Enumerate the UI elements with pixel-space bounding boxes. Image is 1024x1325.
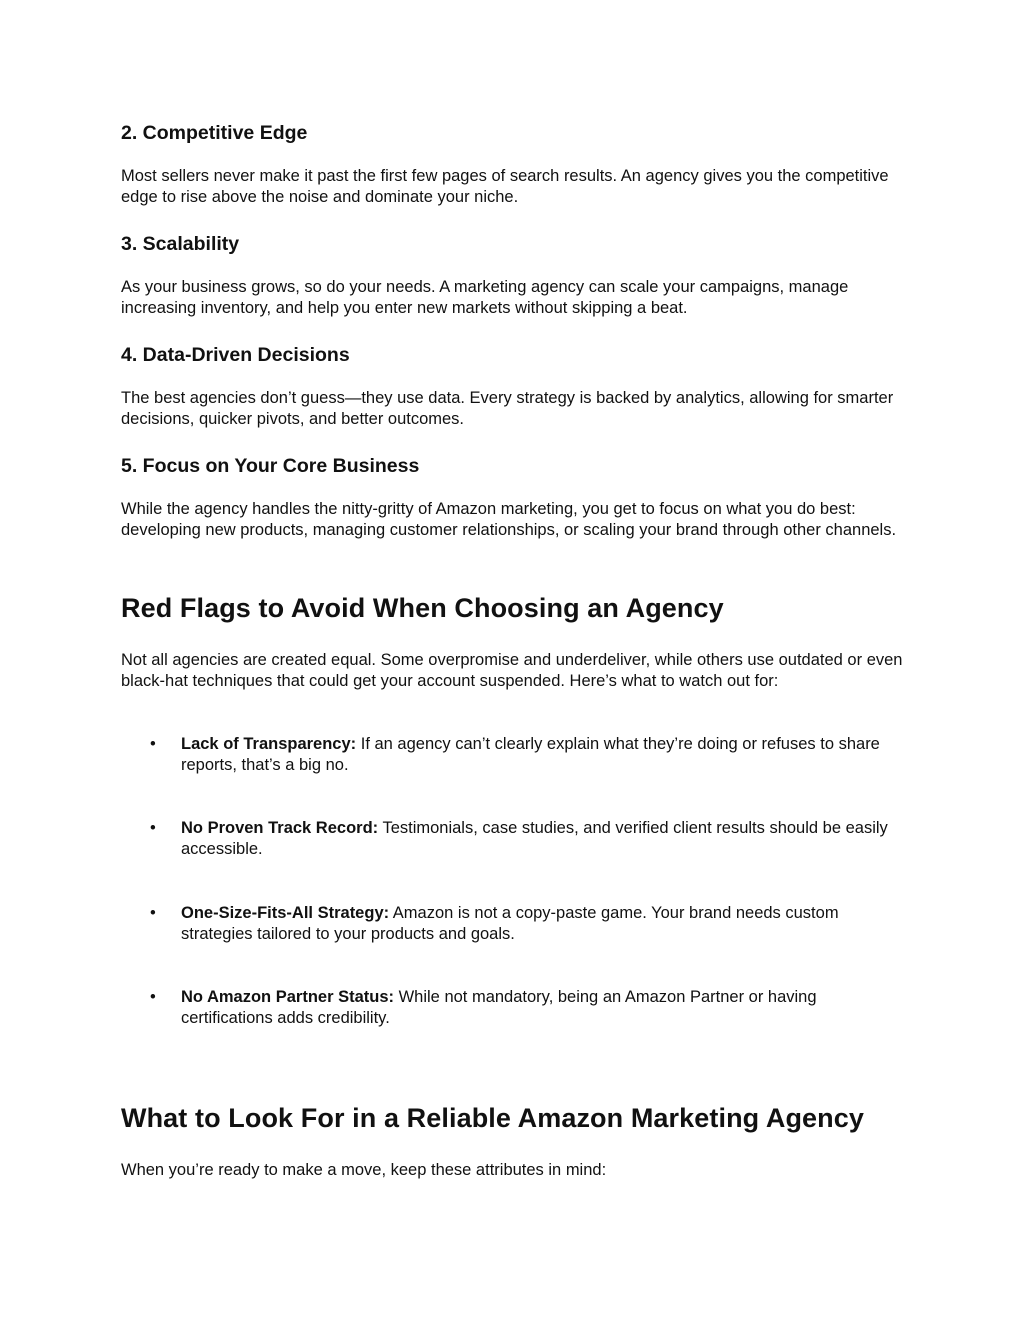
list-item-label: Lack of Transparency:	[181, 735, 357, 753]
list-item-label: No Proven Track Record:	[181, 819, 379, 837]
list-item-text	[181, 987, 906, 1030]
bullet-icon: •	[150, 819, 156, 837]
section-paragraph: While the agency handles the nitty-gritty of Amazon marketing, you get to focus on what you do best: developing new products, managing customer relationships, or scaling your brand through other channels.	[121, 500, 897, 540]
red-flags-heading-block	[121, 592, 906, 624]
look-for-intro-block	[121, 1160, 906, 1181]
section-heading: 5. Focus on Your Core Business	[121, 455, 420, 477]
look-for-heading-block	[121, 1102, 906, 1134]
look-for-intro: When you’re ready to make a move, keep these attributes in mind:	[121, 1161, 607, 1179]
list-item-text	[181, 734, 906, 777]
bullet-icon: •	[150, 988, 156, 1006]
list-item-text	[181, 903, 906, 946]
section-heading: 4. Data-Driven Decisions	[121, 344, 350, 366]
section-data-driven-body	[121, 388, 906, 431]
section-heading: 2. Competitive Edge	[121, 122, 308, 144]
list-item-description: While not mandatory, being an Amazon Partner or having certifications adds credibility.	[181, 988, 817, 1028]
list-item-description: Amazon is not a copy-paste game. Your brand needs custom strategies tailored to your products and goals.	[181, 904, 839, 944]
section-paragraph: Most sellers never make it past the first few pages of search results. An agency gives you the competitive edge to rise above the noise and dominate your niche.	[121, 167, 889, 207]
section-core-business	[121, 454, 906, 478]
section-data-driven	[121, 343, 906, 367]
section-competitive-edge	[121, 121, 906, 145]
list-item-text	[181, 818, 906, 861]
list-item-description: If an agency can’t clearly explain what they’re doing or refuses to share reports, that’s a big no.	[181, 735, 880, 775]
red-flags-intro: Not all agencies are created equal. Some overpromise and underdeliver, while others use outdated or even black-hat techniques that could get your account suspended. Here’s what to watch out for:	[121, 651, 903, 691]
section-scalability-body	[121, 277, 906, 320]
red-flags-heading: Red Flags to Avoid When Choosing an Agency	[121, 593, 724, 623]
red-flags-intro-block	[121, 650, 906, 693]
list-item-label: One-Size-Fits-All Strategy:	[181, 904, 390, 922]
section-paragraph: The best agencies don’t guess—they use data. Every strategy is backed by analytics, allowing for smarter decisions, quicker pivots, and better outcomes.	[121, 389, 894, 429]
list-item-description: Testimonials, case studies, and verified client results should be easily accessible.	[181, 819, 888, 859]
section-scalability	[121, 232, 906, 256]
bullet-icon: •	[150, 735, 156, 753]
bullet-icon: •	[150, 904, 156, 922]
section-heading: 3. Scalability	[121, 233, 240, 255]
section-paragraph: As your business grows, so do your needs. A marketing agency can scale your campaigns, manage increasing inventory, and help you enter new markets without skipping a beat.	[121, 278, 849, 318]
list-item-label: No Amazon Partner Status:	[181, 988, 395, 1006]
section-core-business-body	[121, 499, 906, 542]
section-competitive-edge-body	[121, 166, 906, 209]
look-for-heading: What to Look For in a Reliable Amazon Marketing Agency	[121, 1103, 864, 1133]
